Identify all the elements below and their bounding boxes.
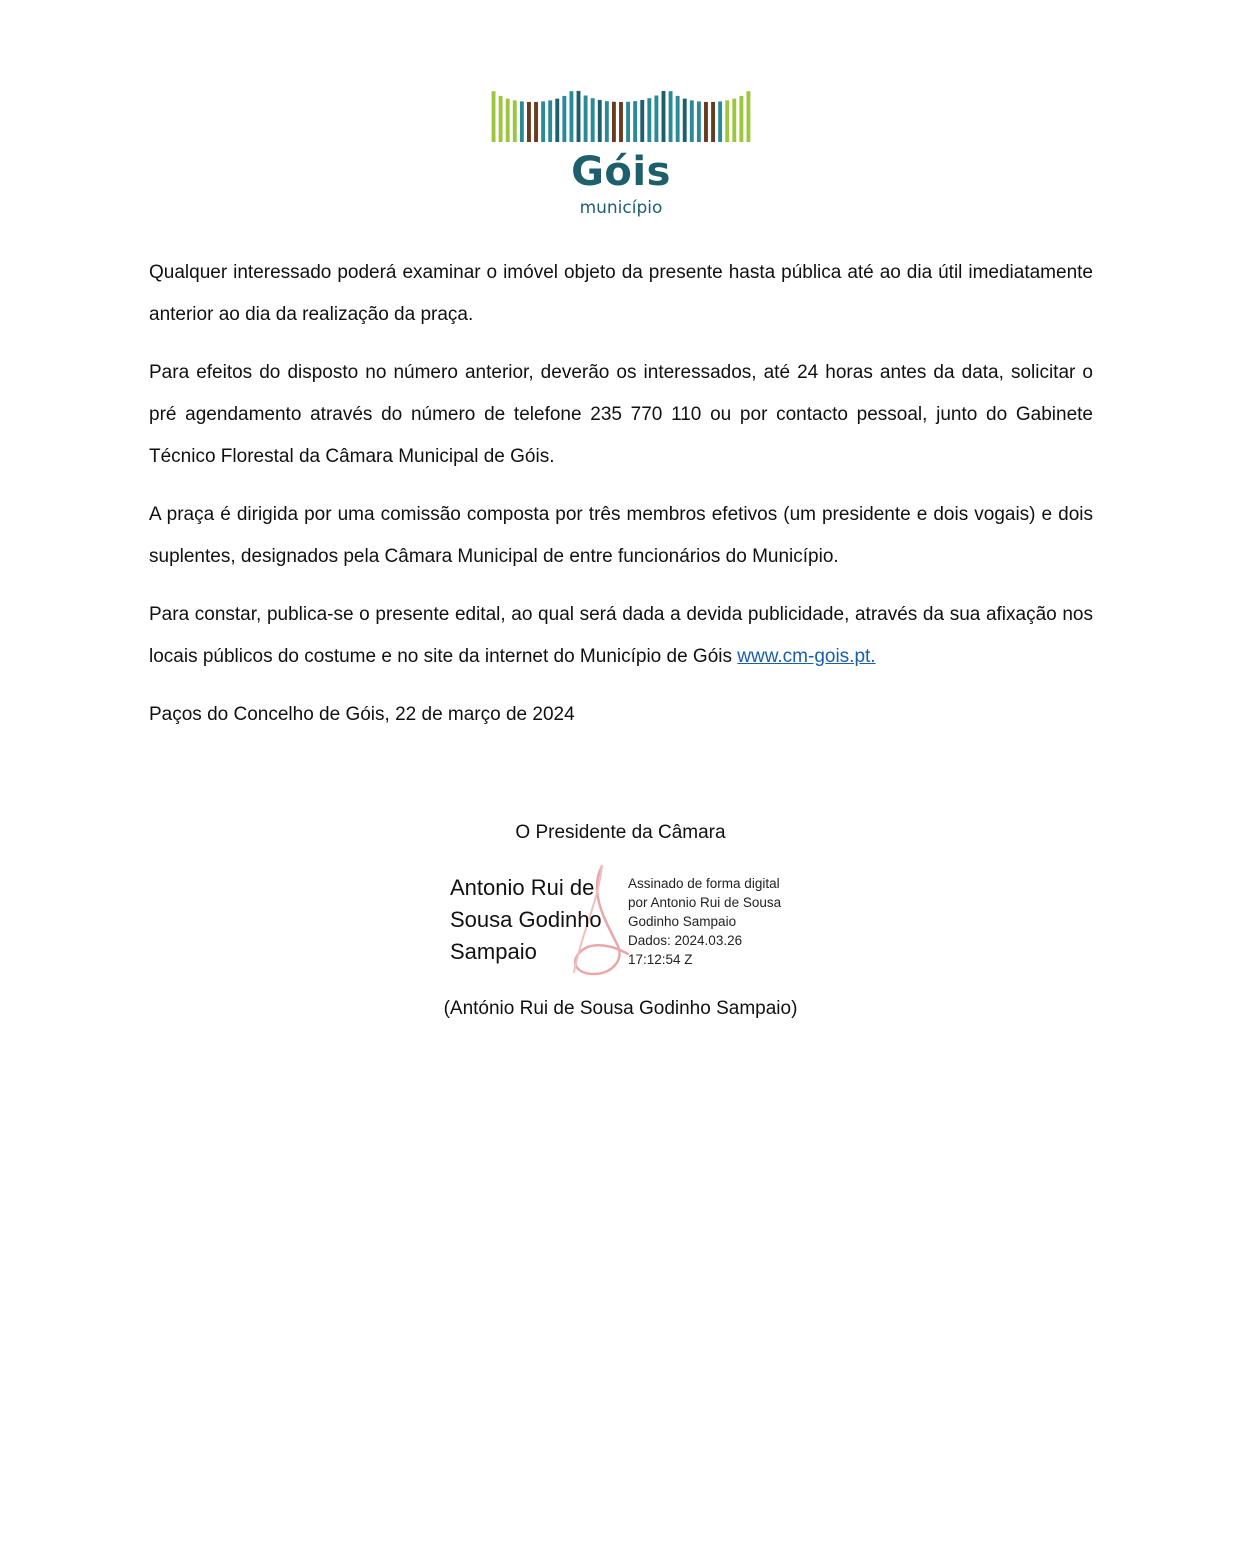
printed-signer-name: (António Rui de Sousa Godinho Sampaio): [443, 998, 798, 1019]
signer-name-line: Antonio Rui de: [450, 875, 595, 900]
signature-detail-line: 17:12:54 Z: [628, 952, 693, 967]
logo-bar: [577, 91, 581, 142]
logo-bar: [662, 91, 666, 142]
logo-bar: [506, 99, 510, 142]
logo-bar: [598, 100, 602, 142]
logo-subtitle: município: [579, 198, 663, 218]
logo-bar: [527, 102, 531, 142]
paragraph-commission: A praça é dirigida por uma comissão composta por três membros efetivos (um presidente e dois vogais) e dois suplentes, designados pela Câmara Municipal de entre funcionários do Município.: [149, 504, 1093, 567]
document-body: [149, 252, 1093, 752]
logo-bar: [647, 98, 651, 142]
logo-bar: [711, 102, 715, 142]
signer-name-line: Sampaio: [450, 939, 537, 964]
signatory-title: O Presidente da Câmara: [515, 822, 726, 843]
gois-logo: [490, 80, 752, 222]
paragraph-examination: Qualquer interessado poderá examinar o imóvel objeto da presente hasta pública até ao dia útil imediatamente anterior ao dia da realização da praça.: [149, 262, 1093, 325]
logo-bar: [499, 96, 503, 142]
logo-bar: [520, 101, 524, 142]
logo-bar: [640, 100, 644, 142]
logo-bar: [718, 101, 722, 142]
signature-detail-line: por Antonio Rui de Sousa: [628, 895, 782, 910]
logo-bar: [584, 96, 588, 143]
logo-bar: [683, 99, 687, 142]
bridge-logo-icon: [490, 80, 752, 142]
paragraph-scheduling: Para efeitos do disposto no número anterior, deverão os interessados, até 24 horas antes da data, solicitar o pré agendamento através do número de telefone 235 770 110 ou por contacto pessoal, junto do Gabinete Técnico Florestal da Câmara Municipal de Góis.: [149, 362, 1093, 467]
logo-bar: [605, 101, 609, 142]
logo-bar: [690, 100, 694, 142]
logo-bar: [633, 101, 637, 142]
logo-bar: [612, 102, 616, 142]
logo-bar: [704, 102, 708, 142]
logo-bar: [548, 100, 552, 142]
logo-bar: [732, 99, 736, 142]
logo-bar: [654, 96, 658, 143]
signature-detail-line: Assinado de forma digital: [628, 876, 780, 891]
website-link[interactable]: www.cm-gois.pt.: [737, 646, 876, 667]
signature-detail-line: Dados: 2024.03.26: [628, 933, 743, 948]
logo-name: Góis: [571, 149, 671, 195]
logo-bar: [492, 91, 496, 142]
logo-bar: [747, 91, 751, 142]
paragraph-publicity: [149, 594, 1093, 678]
logo-bar: [534, 102, 538, 142]
logo-bar: [697, 101, 701, 142]
publicity-text: Para constar, publica-se o presente edital, ao qual será dada a devida publicidade, através da sua afixação nos locais públicos do costume e no site da internet do Município de Góis: [149, 604, 1093, 667]
date-line: Paços do Concelho de Góis, 22 de março de 2024: [149, 704, 575, 725]
signature-detail-line: Godinho Sampaio: [628, 914, 737, 929]
digital-signature: [450, 866, 810, 986]
logo-bar: [739, 96, 743, 142]
logo-bar: [562, 96, 566, 142]
logo-bar: [669, 91, 673, 142]
signer-name-line: Sousa Godinho: [450, 907, 602, 932]
logo-bar: [555, 99, 559, 142]
logo-bar: [619, 102, 623, 142]
logo-bar: [626, 102, 630, 142]
logo-bar: [569, 91, 573, 142]
signer-name: [450, 872, 630, 968]
logo-bar: [591, 98, 595, 142]
logo-bar: [676, 96, 680, 142]
logo-bar: [513, 100, 517, 142]
signature-details: [628, 874, 828, 969]
logo-bar: [725, 100, 729, 142]
logo-bar: [541, 101, 545, 142]
